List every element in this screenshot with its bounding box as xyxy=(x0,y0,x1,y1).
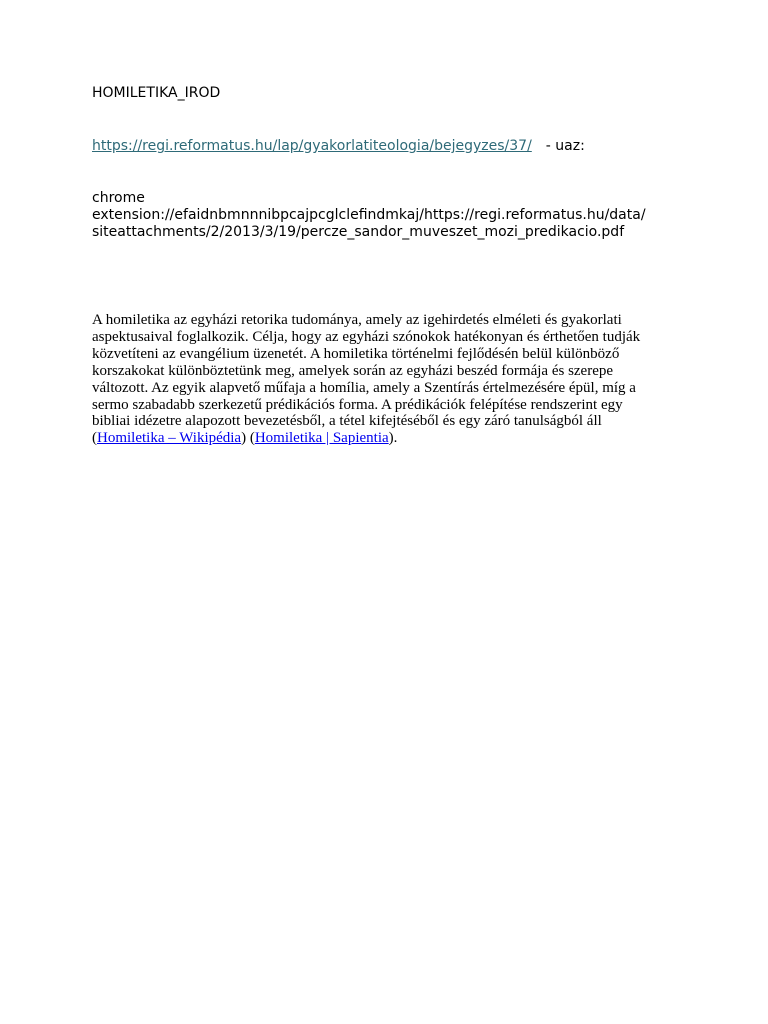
paragraph-line: korszakokat különböztetünk meg, amelyek során az egyházi beszéd formája és szerepe xyxy=(92,362,614,379)
body-paragraph xyxy=(92,312,682,447)
reference-close-text: ). xyxy=(388,430,398,447)
reference-middle-text: ) ( xyxy=(241,430,255,447)
source-url-link[interactable]: https://regi.reformatus.hu/lap/gyakorlatiteologia/bejegyzes/37/ xyxy=(92,138,532,154)
chrome-extension-url xyxy=(92,190,672,241)
reference-open-paren: ( xyxy=(92,430,97,447)
paragraph-line: A homiletika az egyházi retorika tudománya, amely az igehirdetés elméleti és gyakorlati xyxy=(92,312,622,328)
reference-line xyxy=(92,430,682,447)
paragraph-line: változott. Az egyik alapvető műfaja a homília, amely a Szentírás értelmezésére épül, míg a xyxy=(92,379,636,396)
paragraph-line: bibliai idézetre alapozott bevezetésből, a tétel kifejtéséből és egy záró tanulságból áll xyxy=(92,413,602,430)
paragraph-line: sermo szabadabb szerkezetű prédikációs forma. A prédikációk felépítése rendszerint egy xyxy=(92,396,623,413)
chrome-url-line: siteattachments/2/2013/3/19/percze_sandor_muveszet_mozi_predikacio.pdf xyxy=(92,224,625,240)
link-separator-text: - uaz: xyxy=(545,138,585,154)
chrome-url-line: chrome xyxy=(92,190,145,206)
wikipedia-link[interactable]: Homiletika – Wikipédia xyxy=(97,430,242,447)
paragraph-line: aspektusaival foglalkozik. Célja, hogy az egyházi szónokok hatékonyan és érthetően tudják xyxy=(92,328,641,345)
source-link-line xyxy=(92,138,585,155)
sapientia-link[interactable]: Homiletika | Sapientia xyxy=(254,430,389,447)
paragraph-line: közvetíteni az evangélium üzenetét. A homiletika történelmi fejlődésén belül különböző xyxy=(92,345,620,362)
chrome-url-line: extension://efaidnbmnnnibpcajpcglclefindmkaj/https://regi.reformatus.hu/data/ xyxy=(92,207,646,223)
document-title: HOMILETIKA_IROD xyxy=(92,85,221,101)
